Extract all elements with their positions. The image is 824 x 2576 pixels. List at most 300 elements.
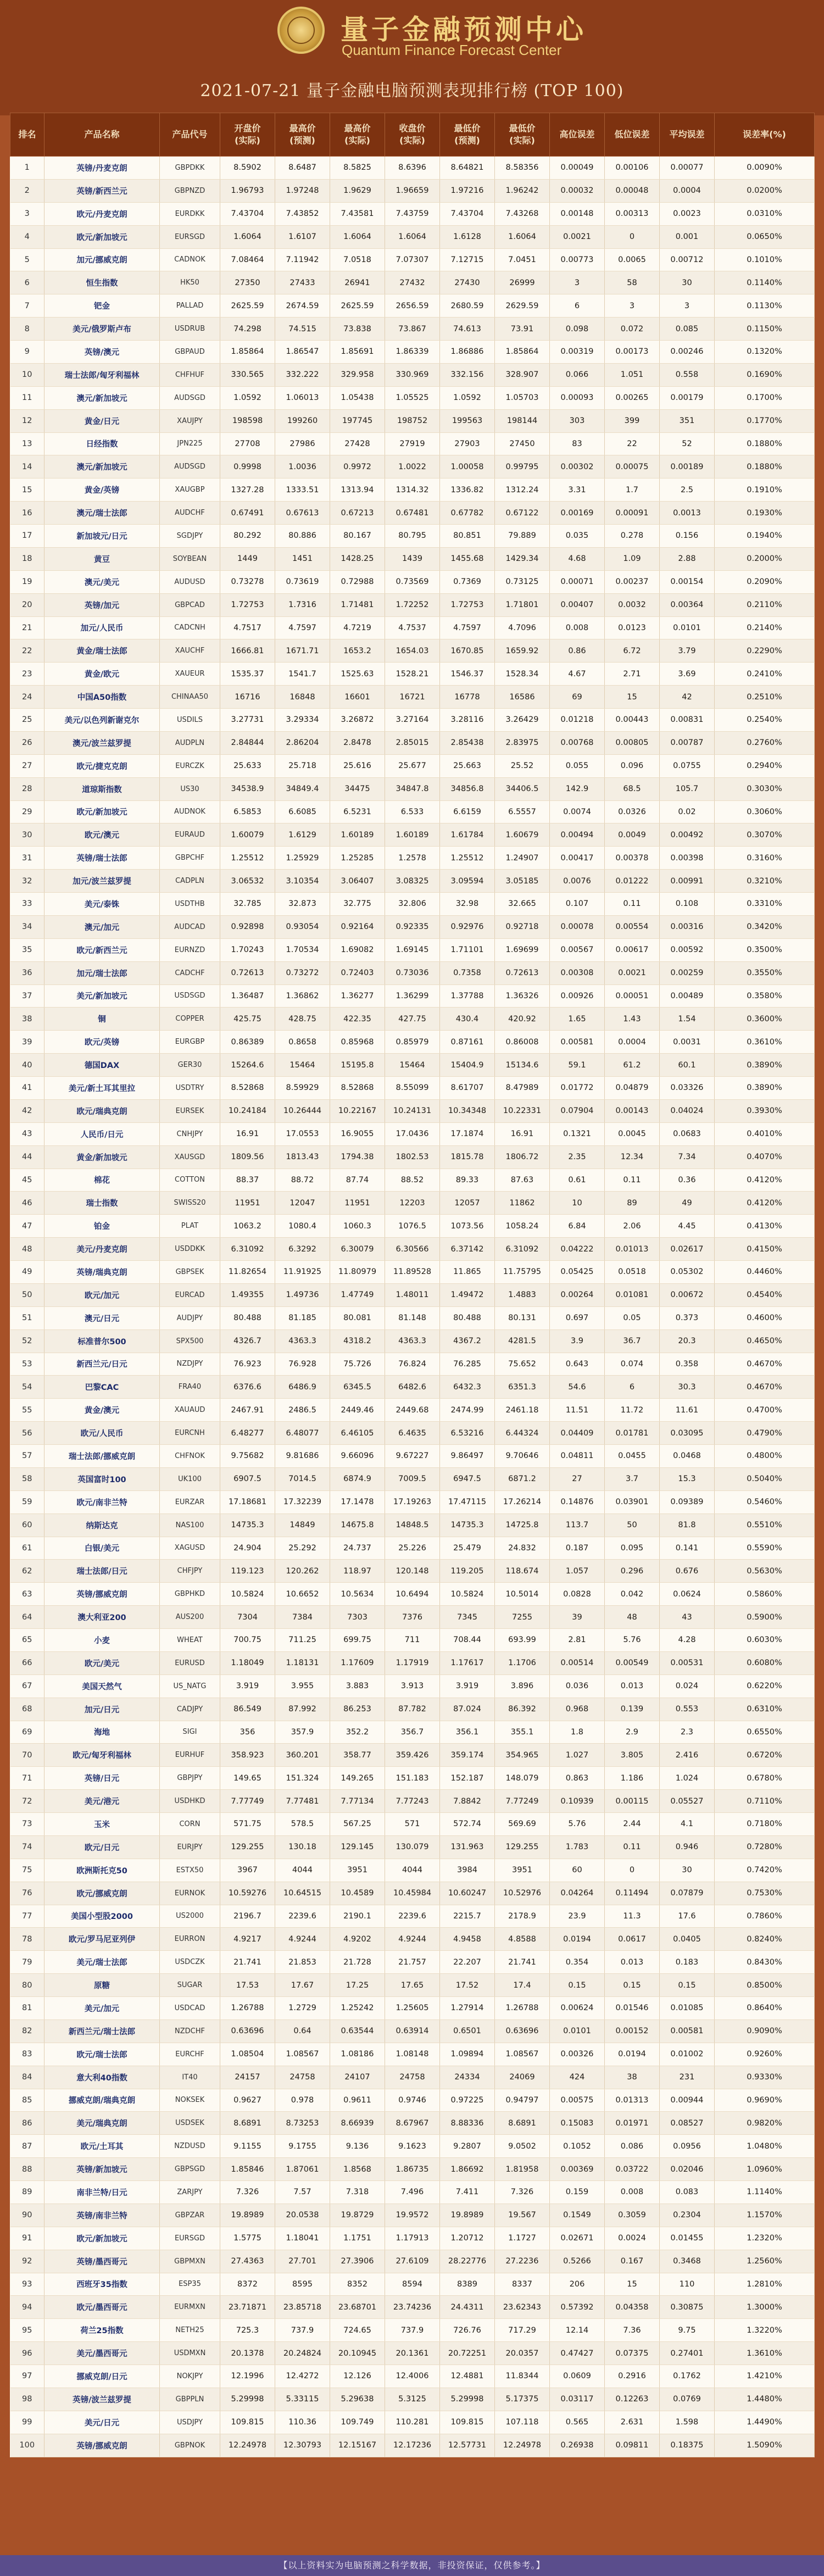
value-cell: 6.53216 [440,1422,495,1445]
value-cell: 0.01546 [605,1997,660,2020]
product-code-cell: USDHKD [160,1790,220,1813]
table-row [10,547,815,570]
value-cell: 1.85846 [220,2158,275,2181]
value-cell: 571 [385,1813,440,1836]
value-cell: 2461.18 [495,1399,550,1422]
value-cell: 0.0455 [605,1445,660,1468]
value-cell: 1312.24 [495,479,550,502]
table-row [10,1514,815,1537]
value-cell: 110.36 [275,2411,330,2434]
value-cell: 2.85015 [385,731,440,754]
value-cell: 11951 [330,1192,385,1215]
product-code-cell: USDTHB [160,893,220,916]
value-cell: 8.6891 [495,2112,550,2135]
product-name-cell: 棉花 [44,1169,160,1192]
product-name-cell: 欧元/挪威克朗 [44,1882,160,1905]
value-cell: 8389 [440,2273,495,2296]
value-cell: 2.631 [605,2411,660,2434]
value-cell: 399 [605,409,660,432]
value-cell: 130.18 [275,1835,330,1859]
value-cell: 34847.8 [385,777,440,800]
product-name-cell: 加元/波兰兹罗提 [44,870,160,893]
value-cell: 129.255 [220,1835,275,1859]
value-cell: 8594 [385,2273,440,2296]
rank-cell: 88 [10,2158,44,2181]
table-body [10,157,815,2457]
value-cell: 10.24131 [385,1099,440,1122]
product-name-cell: 黄豆 [44,547,160,570]
value-cell: 6376.6 [220,1376,275,1399]
value-cell: 73.91 [495,318,550,341]
value-cell: 0.00169 [550,502,605,525]
value-cell: 2239.6 [275,1905,330,1928]
value-cell: 0.00417 [550,847,605,870]
value-cell: 1.051 [605,363,660,386]
value-cell: 0.187 [550,1537,605,1560]
value-cell: 0.11494 [605,1882,660,1905]
value-cell: 0.3030% [715,777,815,800]
table-row [10,225,815,248]
value-cell: 11.75795 [495,1261,550,1284]
value-cell: 3.69 [660,663,715,686]
value-cell: 4.28 [660,1629,715,1652]
table-row [10,1583,815,1606]
table-row [10,1767,815,1790]
value-cell: 1670.85 [440,639,495,663]
value-cell: 0.30875 [660,2296,715,2319]
value-cell: 75.726 [330,1353,385,1376]
product-name-cell: 荷兰25指数 [44,2319,160,2342]
value-cell: 0.697 [550,1306,605,1329]
value-cell: 11.82654 [220,1261,275,1284]
value-cell: 0.15 [605,1974,660,1997]
value-cell: 32.873 [275,893,330,916]
value-cell: 76.285 [440,1353,495,1376]
product-code-cell: USDDKK [160,1238,220,1261]
value-cell: 0.03117 [550,2388,605,2411]
value-cell: 23.9 [550,1905,605,1928]
value-cell: 89 [605,1192,660,1215]
table-row [10,1560,815,1583]
value-cell: 1653.2 [330,639,385,663]
value-cell: 6.6159 [440,800,495,824]
value-cell: 7.43852 [275,202,330,225]
product-name-cell: 新加坡元/日元 [44,525,160,548]
value-cell: 0.8240% [715,1928,815,1951]
product-code-cell: AUDSGD [160,455,220,479]
value-cell: 27.701 [275,2250,330,2273]
product-code-cell: EURCZK [160,754,220,777]
product-name-cell: 欧元/新加坡元 [44,225,160,248]
value-cell: 43 [660,1606,715,1629]
value-cell: 4044 [275,1859,330,1882]
value-cell: 0.0650% [715,225,815,248]
value-cell: 11.80979 [330,1261,385,1284]
value-cell: 0.3610% [715,1031,815,1054]
value-cell: 24.904 [220,1537,275,1560]
value-cell: 7.77481 [275,1790,330,1813]
value-cell: 7.43704 [440,202,495,225]
value-cell: 1336.82 [440,479,495,502]
rank-cell: 8 [10,318,44,341]
column-header: 收盘价 (实际) [385,113,440,157]
value-cell: 0.00051 [605,984,660,1008]
value-cell: 0.86008 [495,1031,550,1054]
value-cell: 572.74 [440,1813,495,1836]
value-cell: 1.25605 [385,1997,440,2020]
value-cell: 7.318 [330,2181,385,2204]
value-cell: 1.2729 [275,1997,330,2020]
value-cell: 17.67 [275,1974,330,1997]
value-cell: 88.52 [385,1169,440,1192]
value-cell: 1.027 [550,1744,605,1767]
product-name-cell: 欧元/南非兰特 [44,1490,160,1514]
value-cell: 9.2807 [440,2135,495,2158]
value-cell: 0.00302 [550,455,605,479]
value-cell: 8.52868 [220,1077,275,1100]
value-cell: 0.7110% [715,1790,815,1813]
value-cell: 0.2140% [715,616,815,639]
product-name-cell: 美元/丹麦克朗 [44,1238,160,1261]
product-code-cell: NZDJPY [160,1353,220,1376]
value-cell: 0.08527 [660,2112,715,2135]
brand-name-cn: 量子金融预测中心 [341,13,587,46]
value-cell: 1.97216 [440,179,495,202]
value-cell: 1.0592 [440,386,495,409]
value-cell: 0.0090% [715,157,815,180]
value-cell: 0.15 [550,1974,605,1997]
value-cell: 0.7180% [715,1813,815,1836]
product-name-cell: 铂金 [44,1215,160,1238]
value-cell: 357.9 [275,1721,330,1744]
value-cell: 2625.59 [330,294,385,318]
value-cell: 12.4881 [440,2365,495,2388]
value-cell: 3.10354 [275,870,330,893]
value-cell: 0.7280% [715,1835,815,1859]
value-cell: 0.00049 [550,157,605,180]
table-row [10,1467,815,1490]
value-cell: 15134.6 [495,1054,550,1077]
value-cell: 4.7096 [495,616,550,639]
value-cell: 425.75 [220,1008,275,1031]
value-cell: 0.00773 [550,248,605,271]
product-code-cell: GBPSGD [160,2158,220,2181]
value-cell: 3.955 [275,1674,330,1698]
value-cell: 198598 [220,409,275,432]
table-row [10,1376,815,1399]
value-cell: 1.25242 [330,1997,385,2020]
value-cell: 110.281 [385,2411,440,2434]
value-cell: 0.0065 [605,248,660,271]
value-cell: 1528.34 [495,663,550,686]
value-cell: 6.533 [385,800,440,824]
value-cell: 5.29638 [330,2388,385,2411]
value-cell: 1.09 [605,547,660,570]
rank-cell: 7 [10,294,44,318]
value-cell: 8.64821 [440,157,495,180]
value-cell: 0.1762 [660,2365,715,2388]
column-header: 最低价 (预测) [440,113,495,157]
rank-cell: 82 [10,2019,44,2043]
table-row [10,1606,815,1629]
product-code-cell: SGDJPY [160,525,220,548]
value-cell: 711.25 [275,1629,330,1652]
value-cell: 7.326 [220,2181,275,2204]
value-cell: 2.84844 [220,731,275,754]
rank-cell: 4 [10,225,44,248]
value-cell: 27903 [440,432,495,455]
value-cell: 27986 [275,432,330,455]
value-cell: 1.6107 [275,225,330,248]
value-cell: 1.1140% [715,2181,815,2204]
table-row [10,1422,815,1445]
column-header: 平均误差 [660,113,715,157]
value-cell: 0.1321 [550,1122,605,1145]
product-name-cell: 英镑/瑞典克朗 [44,1261,160,1284]
value-cell: 15 [605,2273,660,2296]
rank-cell: 42 [10,1099,44,1122]
value-cell: 0.86 [550,639,605,663]
value-cell: 0.3420% [715,915,815,938]
rank-cell: 31 [10,847,44,870]
product-name-cell: 纳斯达克 [44,1514,160,1537]
product-code-cell: XAUAUD [160,1399,220,1422]
value-cell: 4.7597 [275,616,330,639]
value-cell: 0.8640% [715,1997,815,2020]
rank-cell: 20 [10,593,44,616]
rank-cell: 60 [10,1514,44,1537]
value-cell: 152.187 [440,1767,495,1790]
value-cell: 5.29998 [440,2388,495,2411]
value-cell: 0.5040% [715,1467,815,1490]
value-cell: 7.8842 [440,1790,495,1813]
value-cell: 0.2304 [660,2204,715,2227]
table-row [10,2066,815,2089]
value-cell: 3.805 [605,1744,660,1767]
rank-cell: 72 [10,1790,44,1813]
value-cell: 0.01085 [660,1997,715,2020]
value-cell: 50 [605,1514,660,1537]
product-code-cell: EURJPY [160,1835,220,1859]
product-code-cell: GBPCAD [160,593,220,616]
value-cell: 1.65 [550,1008,605,1031]
value-cell: 0.6501 [440,2019,495,2043]
value-cell: 6.37142 [440,1238,495,1261]
value-cell: 73.838 [330,318,385,341]
product-name-cell: 欧元/捷克克朗 [44,754,160,777]
value-cell: 1.2320% [715,2227,815,2250]
value-cell: 0.27401 [660,2342,715,2365]
value-cell: 0.72988 [330,570,385,593]
product-code-cell: SPX500 [160,1329,220,1353]
product-name-cell: 欧元/人民币 [44,1422,160,1445]
rank-cell: 67 [10,1674,44,1698]
value-cell: 1.057 [550,1560,605,1583]
header [0,0,824,115]
table-row [10,1951,815,1974]
value-cell: 34406.5 [495,777,550,800]
value-cell: 0.0624 [660,1583,715,1606]
value-cell: 3.9 [550,1329,605,1353]
value-cell: 0.00831 [660,709,715,732]
product-code-cell: CHFJPY [160,1560,220,1583]
table-row [10,1145,815,1169]
value-cell: 1.1727 [495,2227,550,2250]
product-code-cell: EURGBP [160,1031,220,1054]
value-cell: 1.6064 [220,225,275,248]
value-cell: 352.2 [330,1721,385,1744]
ranking-table [10,113,815,2457]
product-code-cell: GBPAUD [160,341,220,364]
value-cell: 24.4311 [440,2296,495,2319]
product-name-cell: 欧元/瑞典克朗 [44,1099,160,1122]
value-cell: 52 [660,432,715,455]
rank-cell: 33 [10,893,44,916]
value-cell: 15264.6 [220,1054,275,1077]
value-cell: 0.00154 [660,570,715,593]
value-cell: 0.0769 [660,2388,715,2411]
product-name-cell: 澳元/波兰兹罗提 [44,731,160,754]
product-name-cell: 欧元/匈牙利福林 [44,1744,160,1767]
value-cell: 0.0326 [605,800,660,824]
value-cell: 0.09389 [660,1490,715,1514]
value-cell: 0.93054 [275,915,330,938]
value-cell: 130.079 [385,1835,440,1859]
value-cell: 0.0013 [660,502,715,525]
value-cell: 15464 [385,1054,440,1077]
value-cell: 4.7597 [440,616,495,639]
value-cell: 0.00173 [605,341,660,364]
value-cell: 131.963 [440,1835,495,1859]
product-name-cell: 瑞士法郎/匈牙利福林 [44,363,160,386]
value-cell: 25.616 [330,754,385,777]
value-cell: 1.17913 [385,2227,440,2250]
value-cell: 0.00048 [605,179,660,202]
table-row [10,2365,815,2388]
rank-cell: 43 [10,1122,44,1145]
value-cell: 129.255 [495,1835,550,1859]
value-cell: 16.91 [220,1122,275,1145]
product-name-cell: 日经指数 [44,432,160,455]
rank-cell: 19 [10,570,44,593]
value-cell: 0.67122 [495,502,550,525]
value-cell: 36.7 [605,1329,660,1353]
value-cell: 8372 [220,2273,275,2296]
value-cell: 76.824 [385,1353,440,1376]
product-code-cell: JPN225 [160,432,220,455]
product-code-cell: WHEAT [160,1629,220,1652]
table-row [10,938,815,961]
value-cell: 0.04024 [660,1099,715,1122]
value-cell: 356.1 [440,1721,495,1744]
value-cell: 424 [550,2066,605,2089]
value-cell: 0.07904 [550,1099,605,1122]
value-cell: 0.05425 [550,1261,605,1284]
value-cell: 10.52976 [495,1882,550,1905]
value-cell: 0.083 [660,2181,715,2204]
rank-cell: 100 [10,2434,44,2457]
product-code-cell: GBPZAR [160,2204,220,2227]
value-cell: 0.5630% [715,1560,815,1583]
value-cell: 20.1361 [385,2342,440,2365]
value-cell: 4.7219 [330,616,385,639]
value-cell: 39 [550,1606,605,1629]
value-cell: 0.11 [605,1835,660,1859]
value-cell: 30 [660,271,715,294]
value-cell: 7303 [330,1606,385,1629]
value-cell: 28.22776 [440,2250,495,2273]
product-code-cell: XAUSGD [160,1145,220,1169]
value-cell: 89.33 [440,1169,495,1192]
product-code-cell: SWISS20 [160,1192,220,1215]
product-name-cell: 英镑/南非兰特 [44,2204,160,2227]
product-name-cell: 黄金/欧元 [44,663,160,686]
value-cell: 11.3 [605,1905,660,1928]
value-cell: 22.207 [440,1951,495,1974]
value-cell: 1451 [275,547,330,570]
value-cell: 12.24978 [220,2434,275,2457]
rank-cell: 3 [10,202,44,225]
value-cell: 0.008 [605,2181,660,2204]
value-cell: 0.3580% [715,984,815,1008]
value-cell: 0.00787 [660,731,715,754]
column-header: 产品名称 [44,113,160,157]
rank-cell: 78 [10,1928,44,1951]
product-name-cell: 挪威克朗/日元 [44,2365,160,2388]
value-cell: 1.97248 [275,179,330,202]
value-cell: 30 [660,1859,715,1882]
value-cell: 3984 [440,1859,495,1882]
value-cell: 0.946 [660,1835,715,1859]
value-cell: 0.2510% [715,686,815,709]
product-name-cell: 美元/新加坡元 [44,984,160,1008]
value-cell: 0.00075 [605,455,660,479]
rank-cell: 58 [10,1467,44,1490]
value-cell: 7.36 [605,2319,660,2342]
value-cell: 11862 [495,1192,550,1215]
product-name-cell: 英镑/新加坡元 [44,2158,160,2181]
value-cell: 2449.46 [330,1399,385,1422]
value-cell: 0.0194 [550,1928,605,1951]
value-cell: 711 [385,1629,440,1652]
value-cell: 0.73619 [275,570,330,593]
product-name-cell: 英镑/瑞士法郎 [44,847,160,870]
value-cell: 23.71871 [220,2296,275,2319]
value-cell: 129.145 [330,1835,385,1859]
value-cell: 0.02 [660,800,715,824]
value-cell: 0.4800% [715,1445,815,1468]
value-cell: 0.0956 [660,2135,715,2158]
value-cell: 1528.21 [385,663,440,686]
product-code-cell: COPPER [160,1008,220,1031]
value-cell: 1.3220% [715,2319,815,2342]
value-cell: 0.02671 [550,2227,605,2250]
product-code-cell: US30 [160,777,220,800]
rank-cell: 59 [10,1490,44,1514]
rank-cell: 14 [10,455,44,479]
value-cell: 1439 [385,547,440,570]
product-code-cell: NETH25 [160,2319,220,2342]
value-cell: 38 [605,2066,660,2089]
value-cell: 1314.32 [385,479,440,502]
product-code-cell: ZARJPY [160,2181,220,2204]
value-cell: 1.60189 [330,824,385,847]
value-cell: 3.06407 [330,870,385,893]
value-cell: 0.00624 [550,1997,605,2020]
value-cell: 48 [605,1606,660,1629]
table-row [10,271,815,294]
brand-name-en: Quantum Finance Forecast Center [342,42,562,58]
